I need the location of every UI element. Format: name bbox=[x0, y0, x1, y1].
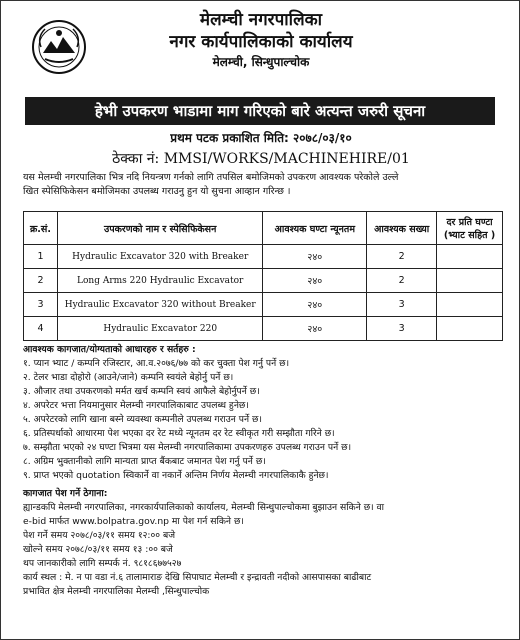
municipality-name: मेलम्ची नगरपालिका bbox=[199, 10, 323, 30]
submission-section bbox=[23, 487, 508, 599]
table-row bbox=[24, 269, 503, 293]
cell-hours: २४० bbox=[263, 317, 367, 341]
requirement-item: ६. प्रतिस्पर्धाको आधारमा पेश भएका दर रेट मध्ये न्यूनतम दर रेट स्वीकृत गरी सम्झौता गरिने छ। bbox=[23, 428, 335, 439]
cell-qty: 2 bbox=[367, 269, 437, 293]
contract-ref-number: MMSI/WORKS/MACHINEHIRE/01 bbox=[163, 151, 410, 167]
submission-line: e-bid मार्फत www.bolpatra.gov.np मा पेश गर्न सकिने छ। bbox=[23, 516, 244, 527]
cell-sn: 3 bbox=[24, 293, 58, 317]
notice-title: हेभी उपकरण भाडामा माग गरिएको बारे अत्यन्त जरुरी सूचना bbox=[25, 97, 495, 125]
requirements-heading: आवश्यक कागजात/योग्यताको आधारहरु र सर्तहरु : bbox=[23, 344, 196, 355]
cell-hours: २४० bbox=[263, 245, 367, 269]
col-header-sn: क्र.सं. bbox=[24, 212, 58, 245]
table-header-row bbox=[24, 212, 503, 245]
table-row bbox=[24, 317, 503, 341]
cell-name: Hydraulic Excavator 320 without Breaker bbox=[57, 293, 263, 317]
submission-line: कार्य स्थल : मे. न पा वडा नं.६ तालामाराङ देखि सिपाघाट मेलम्ची र इन्द्रावती नदीको आसपासका बाढीबाट bbox=[23, 572, 372, 583]
cell-name: Long Arms 220 Hydraulic Excavator bbox=[57, 269, 263, 293]
cell-rate bbox=[437, 245, 503, 269]
equipment-table bbox=[23, 211, 503, 341]
cell-name: Hydraulic Excavator 320 with Breaker bbox=[57, 245, 263, 269]
col-header-name: उपकरणको नाम र स्पेसिफिकेसन bbox=[57, 212, 263, 245]
col-header-hours: आवश्यक घण्टा न्यूनतम bbox=[263, 212, 367, 245]
submission-line: ह्यान्डकपि मेलम्ची नगरपालिका, नगरकार्यपालिकाको कार्यालय, मेलम्ची सिन्धुपाल्चोकमा बुझाउन सकिने छ। वा bbox=[23, 502, 385, 513]
cell-sn: 2 bbox=[24, 269, 58, 293]
office-header bbox=[1, 9, 520, 71]
contract-ref-label: ठेक्का नं: bbox=[112, 151, 160, 167]
table-row bbox=[24, 293, 503, 317]
submission-line: थप जानकारीको लागि सम्पर्क नं. ९८१८६७७५२७ bbox=[23, 558, 182, 569]
requirement-item: २. टेलर भाडा दोहोरो (आउने/जाने) कम्पनि स्वयंले बेहोर्नु पर्ने छ। bbox=[23, 372, 234, 383]
office-name: नगर कार्यपालिकाको कार्यालय bbox=[169, 32, 353, 52]
cell-hours: २४० bbox=[263, 269, 367, 293]
requirement-item: ९. प्राप्त भएको quotation स्विकार्ने वा नकार्ने अन्तिम निर्णय मेलम्ची नगरपालिकाकै हुनेछ। bbox=[23, 470, 329, 481]
intro-line: खित स्पेसिफिकेसन बमोजिमका उपलब्ध गराउनु हुन यो सुचना आव्हान गरिन्छ । bbox=[23, 186, 291, 197]
cell-rate bbox=[437, 293, 503, 317]
cell-rate bbox=[437, 269, 503, 293]
submission-line: खोल्ने समय २०७८/०३/११ समय १३ :०० बजे bbox=[23, 544, 173, 555]
cell-name: Hydraulic Excavator 220 bbox=[57, 317, 263, 341]
requirement-item: ४. अपरेटर भत्ता नियमानुसार मेलम्ची नगरपालिकाबाट उपलब्ध हुनेछ। bbox=[23, 400, 249, 411]
cell-sn: 1 bbox=[24, 245, 58, 269]
submission-line: प्रभावित क्षेत्र मेलम्ची नगरपालिका मेलम्ची ,सिन्धुपाल्चोक bbox=[23, 586, 210, 597]
cell-sn: 4 bbox=[24, 317, 58, 341]
intro-paragraph bbox=[23, 171, 503, 199]
intro-line: यस मेलम्ची नगरपालिका भित्र नदि नियन्त्रण गर्नको लागि तपसिल बमोजिमको उपकरण आवश्यक परेकोले उल्ले bbox=[23, 172, 399, 183]
cell-qty: 3 bbox=[367, 293, 437, 317]
requirement-item: ५. अपरेटरको लागि खाना बस्ने व्यवस्था कम्पनीले उपलब्ध गराउन पर्ने छ। bbox=[23, 414, 262, 425]
requirements-section bbox=[23, 343, 508, 483]
office-location: मेलम्ची, सिन्धुपाल्चोक bbox=[212, 55, 310, 69]
table-row bbox=[24, 245, 503, 269]
contract-reference bbox=[1, 149, 520, 168]
cell-qty: 3 bbox=[367, 317, 437, 341]
cell-rate bbox=[437, 317, 503, 341]
submission-line: पेश गर्ने समय २०७८/०३/११ समय १२:०० बजे bbox=[23, 530, 176, 541]
requirement-item: ८. अग्रिम भुक्तानीको लागि मान्यता प्राप्त बैंकबाट जमानत पेश गर्नु पर्ने छ। bbox=[23, 456, 266, 467]
submission-heading: कागजात पेश गर्ने ठेगाना: bbox=[23, 488, 108, 499]
requirement-item: ७. सम्झौता भएको २४ घण्टा भित्रमा यस मेलम्ची नगरपालिकामा उपकरणहरु उपलब्ध गराउन पर्ने छ। bbox=[23, 442, 352, 453]
cell-hours: २४० bbox=[263, 293, 367, 317]
publication-date: प्रथम पटक प्रकाशित मिति: २०७८/०३/१० bbox=[170, 131, 352, 145]
col-header-rate: दर प्रति घण्टा (भ्याट सहित ) bbox=[437, 212, 503, 245]
cell-qty: 2 bbox=[367, 245, 437, 269]
requirement-item: ३. औजार तथा उपकरणको मर्मत खर्च कम्पनि स्वयं आफैले बेहोर्नुपर्ने छ। bbox=[23, 386, 260, 397]
requirement-item: १. प्यान भ्याट / कम्पनि रजिस्टार, आ.व.२०७६/७७ को कर चुक्ता पेश गर्नु पर्ने छ। bbox=[23, 358, 290, 369]
col-header-qty: आवश्यक सख्या bbox=[367, 212, 437, 245]
